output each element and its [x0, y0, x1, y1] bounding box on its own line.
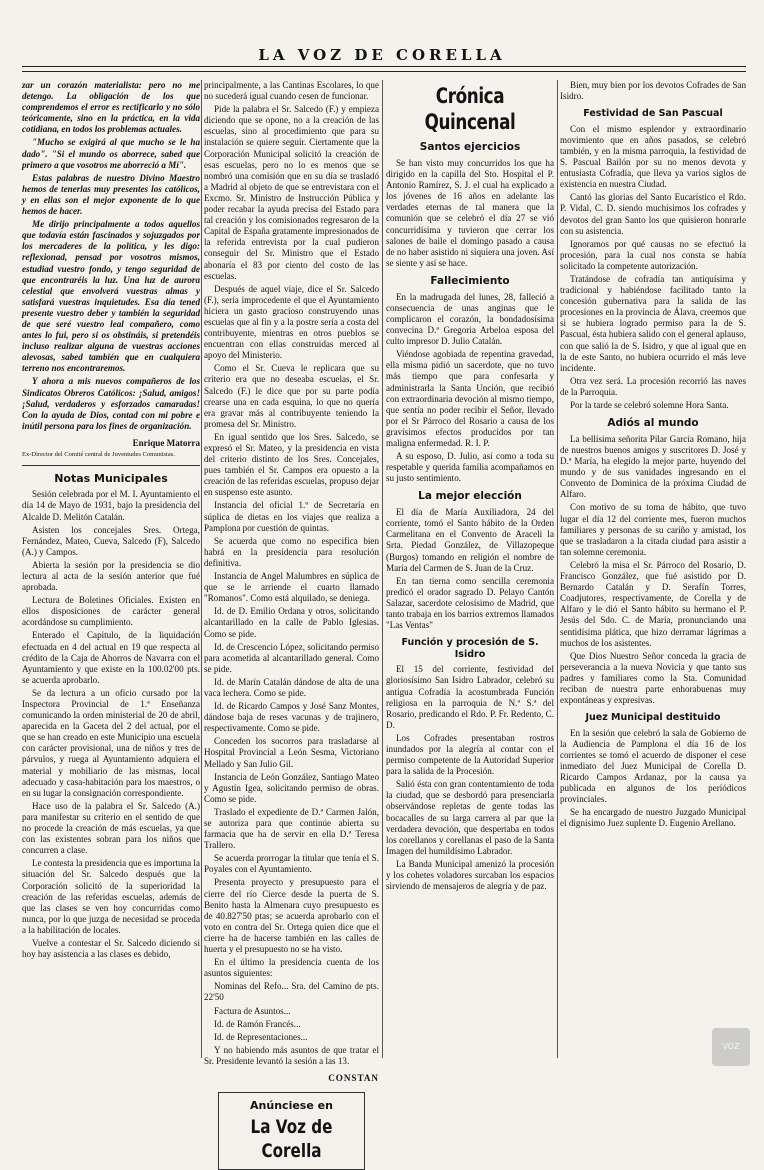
- article-paragraph: El 15 del corriente, festividad del gloriosísimo San Isidro Labrador, celebró su antigua Cofradía la acostumbrada Función religiosa en la parroquia de N.ª S.ª del Rosario, predicando el Rdo. P. Fr. Redento, C. D.: [386, 664, 554, 730]
- article-paragraph: Se acuerda prorrogar la titular que tenía el S. Poyales con el Ayuntamiento.: [204, 853, 379, 875]
- list-line: Factura de Asuntos...: [214, 1005, 291, 1016]
- article-paragraph: Como el Sr. Cueva le replicara que su criterio era que no deseaba escuelas, el Sr. Salcedo (F.) le dice que por su parte podía crearse una en cada esquina, lo que no quería era gravar más al contribuyente teniendo la promesa del Sr. Ministro.: [204, 363, 379, 429]
- article-paragraph: Se ha encargado de nuestro Juzgado Municipal el dignísimo Juez suplente D. Eugenio Arellano.: [560, 807, 746, 829]
- article-paragraph: Le contesta la presidencia que es importuna la situación del Sr. Salcedo después que la Corporación solicitó de la superioridad la creación de las referidas escuelas, además de que las clases se ven hoy concurridas como nunca, por lo que juzga de necesidad se proceda a la habilitación de locales.: [22, 858, 200, 935]
- article-paragraph: Presenta proyecto y presupuesto para el cierre del río Cierce desde la puerta de S. Benito hasta la Almenara cuyo presupuesto es de 40.827'50 ptas; se acuerda aprobarlo con el voto en contra del Sr. Ortega quien dice que el cierre ha de hacerse también en las calles de huerta y el presupuesto no se ha visto.: [204, 877, 379, 955]
- article-paragraph: A su esposo, D. Julio, así como a toda su respetable y querida familia acompañamos en su justo sentimiento.: [386, 451, 554, 484]
- article-paragraph: Después de aquel viaje, dice el Sr. Salcedo (F.), sería improcedente el que el Ayuntamiento hiciera un gasto gracioso construyendo unas escuelas que al fin y a la postre sería a costa del contribuyente, mientras en otros pueblos se encuentran con ellas construidas merced al apoyo del Ministerio.: [204, 283, 379, 361]
- article-paragraph: Y no habiendo más asuntos de que tratar el Sr. Presidente levantó la sesión a las 13.: [204, 1044, 379, 1066]
- section-divider: [22, 465, 200, 466]
- subheading: Función y procesión de S. Isidro: [401, 637, 539, 660]
- article-paragraph: Traslado el expediente de D.ª Carmen Jalón, se autoriza para que continúe abierta su farmacia que ha de servir en ella D.ª Teresa Trallero.: [204, 806, 379, 851]
- article-paragraph: Id. de Crescencio López, solicitando permiso para acometida al alcantarillado general. Como se pide.: [204, 641, 379, 674]
- article-paragraph: Vuelve a contestar el Sr. Salcedo diciendo si hoy hay asistencia a las clases es debido,: [22, 937, 200, 960]
- ad-line-1: Anúnciese en: [250, 1099, 333, 1113]
- article-paragraph: En igual sentido que los Sres. Salcedo, se expresó el Sr. Mateo, y la presidencia en vista del criterio distinto de los Sres. Concejales, pues también el Sr. Campos era opuesto a la creación de las referidas escuelas, propuso dejar en suspenso este asunto.: [204, 431, 379, 498]
- article-paragraph: En el último la presidencia cuenta de los asuntos siguientes:: [204, 957, 379, 979]
- list-line: Id. de Ramón Francés...: [214, 1018, 301, 1029]
- article-paragraph: "Mucho se exigirá al que mucho se le ha dado". "Si el mundo os aborrece, sabed que primero a que vosotros me aborreció a Mí".: [22, 137, 200, 170]
- article-paragraph: En la sesión que celebró la sala de Gobierno de la Audiencia de Pamplona el día 16 de los corrientes se tomó el acuerdo de disponer el cese inmediato del Juez Municipal de Corella D. Ricardo Campos Ardanaz, por la causa ya publicada en algunos de los periódicos provinciales.: [560, 727, 746, 805]
- article-paragraph: El día de María Auxiliadora, 24 del corriente, tomó el Santo hábito de la Orden Carmelitana en el Convento de Araceli la Srta. Piedad González, de Villazopeque (Burgos) tomando en religión el nombre de María del Carmen de S. Juan de la Cruz.: [386, 507, 554, 573]
- article-paragraph: Pide la palabra el Sr. Salcedo (F.) y empieza diciendo que se opone, no a la creación de las escuelas, sino al procedimiento que para su instalación se quiere seguir. Ciertamente que la Corporación Municipal solicitó la creación de esas escuelas, pero no lo es menos que se nombró una comisión que en su día se trasladó a Madrid al objeto de que se entrevistara con el Excmo. Sr. Ministro de Instrucción Pública y poder recabar la ayuda precisa del Estado para tal creación y los comisionados regresaron de la Capital de España gratamente impresionados de la referida entrevista por la cual pudieron conseguir del Sr. Ministro que el Estado abonaría el 83 por ciento del costo de las escuelas.: [204, 104, 379, 281]
- article-paragraph: Y ahora a mis nuevos compañeros de los Sindicatos Obreros Católicos: ¡Salud, amigos! ¡Salud, verdaderos y esforzados camaradas! Con la ayuda de Dios, contad con mi pobre e inútil persona para los fines de organización.: [22, 376, 200, 431]
- article-paragraph: Por la tarde se celebró solemne Hora Santa.: [570, 400, 729, 411]
- column-divider: [382, 80, 383, 1058]
- article-signature: Enrique Matorra: [132, 437, 200, 448]
- article-paragraph: Sesión celebrada por el M. I. Ayuntamiento el día 14 de Mayo de 1931, bajo la presidencia del Alcalde D. Melitón Catalán.: [22, 489, 200, 522]
- column-3: [386, 80, 554, 1062]
- column-divider: [201, 80, 202, 1058]
- article-paragraph: Id. de D. Emilio Ordana y otros, solicitando alcantarillado en la calle de Pablo Iglesias. Como se pide.: [204, 606, 379, 639]
- article-paragraph: Instancia del oficial 1.º de Secretaría en súplica de dietas en los viajes que realiza a Pamplona por cuestión de quintas.: [204, 500, 379, 533]
- article-paragraph: Celebró la misa el Sr. Párroco del Rosario, D. Francisco González, que fué asistido por D. Bernardo Catalán y D. Serafín Torres, Coadjutores, respectivamente, de Corella y de Alfaro y le dió el Santo hábito su hermano el P. Jesús del Sdo. C. de María, pronunciando una sentidísima plática, que hizo derramar lágrimas a muchos de los asistentes.: [560, 559, 746, 648]
- article-paragraph: Con motivo de su toma de hábito, que tuvo lugar el día 12 del corriente mes, fueron muchos familiares y personas de su cariño y amistad, los que se trasladaron a la citada ciudad para asistir a tan solemne ceremonia.: [560, 502, 746, 557]
- article-paragraph: Se da lectura a un oficio cursado por la Inspectora Provincial de 1.ª Enseñanza comunicando la orden ministerial de 20 de abril, aparecida en la Gaceta del 2 del actual, por el que se han creado en este Municipio una escuela con carácter provisional, una de niños y tres de párvulos, y ruega al Ayuntamiento adquiera el material y mobiliario de las mismas, local adecuado y casa-habitación para los maestros, o en su lugar la consignación correspondiente.: [22, 687, 200, 798]
- article-paragraph: Enterado el Capitulo, de la liquidación efectuada en 4 del actual en 19 que respecta al crédito de la Caja de Ahorros de Navarra con el Ayuntamiento y que existe en la 100.02'00 pts. se acuerda aprobarlo.: [22, 630, 200, 685]
- article-paragraph: La Banda Municipal amenizó la procesión y los cohetes voladores surcaban los espacios sirviendo de mensajeros de alegría y de paz.: [386, 858, 554, 892]
- header-rule-thin: [22, 71, 746, 72]
- list-line: Nominas del Refo... Sra. del Camino de pts. 22'50: [204, 981, 379, 1003]
- section-heading: Crónica Quincenal: [424, 84, 516, 134]
- article-paragraph: Cantó las glorias del Santo Eucarístico el Rdo. P. Vidal, C. D. siendo muchísimos los cofrades y devotos del gran Santo los que quisieron honrarle con su asistencia.: [560, 192, 746, 236]
- article-paragraph: zar un corazón materialista: pero no me detengo. La obligación de los que comprendemos el error es rectificarlo y no sólo teóricamente, sino en la práctica, en la vida cotidiana, en todos los problemas actuales.: [22, 80, 200, 135]
- article-paragraph: Otra vez será. La procesión recorrió las naves de la Parroquia.: [560, 375, 746, 397]
- subheading: Festividad de San Pascual: [583, 108, 723, 120]
- article-paragraph: Se acuerda que como no especifica bien habrá en la presidencia para resolución definitiva.: [204, 535, 379, 568]
- subheading: La mejor elección: [418, 490, 522, 503]
- article-paragraph: Con el mismo esplendor y extraordinario movimiento que en años pasados, se celebró también, y en la misma parroquia, la festividad de S. Pascual Bailón por su no menos devota y entusiasta Cofradía, que lleva ya varios siglos de existencia en nuestra Ciudad.: [560, 123, 746, 190]
- article-paragraph: Los Cofrades presentaban rostros inundados por la alegría al contar con el permiso competente de la Autoridad Superior para la salida de la Procesión.: [386, 732, 554, 777]
- header-rule: [22, 66, 746, 67]
- advertisement-box: [218, 1092, 365, 1170]
- section-title: Notas Municipales: [54, 471, 168, 485]
- article-paragraph: En tan tierna como sencilla ceremonia predicó el orador sagrado D. Pelayo Cantón Salazar, sacerdote celosísimo de Madrid, que tanto trabaja en los barrios extremos llamados "Las Ventas": [386, 575, 554, 631]
- article-paragraph: Asisten los concejales Sres. Ortega, Fernández, Mateo, Cueva, Salcedo (F), Salcedo (A.) y Campos.: [22, 524, 200, 557]
- article-paragraph: La bellísima señorita Pilar García Romano, hija de nuestros buenos amigos y suscritores D. José y D.ª María, ha elegido la mejor parte, huyendo del mundo y de sus vanidades ingresando en el Convento de Dominica de la próxima Ciudad de Alfaro.: [560, 433, 746, 500]
- article-paragraph: Viéndose agobiada de repentina gravedad, ella misma pidió un sacerdote, que no tuvo más tiempo que para confesarla y administrarla la Santa Unción, que recibió con extraordinaria devoción al mismo tiempo, que sentía no poder recibir el Señor, llevado por el Sr Párroco del Rosario a causa de los gravísimos efectos producidos por tan maligna enfermedad. R. I. P.: [386, 349, 554, 448]
- column-2: [204, 80, 379, 1162]
- column-divider: [557, 80, 558, 1058]
- article-paragraph: Id. de Ricardo Campos y José Sanz Montes, dándose baja de reses vacunas y de trajinero, respectivamente. Como se pide.: [204, 701, 379, 734]
- article-paragraph: Lectura de Boletines Oficiales. Existen en ellos disposiciones de carácter general acordándose su cumplimiento.: [22, 595, 200, 628]
- article-paragraph: Que Dios Nuestro Señor conceda la gracia de perseverancia a la nueva Novicia y que tanto sus padres y familiares como la Sta. Comunidad reciban de nuestra parte enhorabuenas muy expontáneas y expresivas.: [560, 650, 746, 706]
- article-paragraph: Instancia de Angel Malumbres en súplica de que se le arriende el cuarto llamado "Romanos". Como está alquilado, se deniega.: [204, 571, 379, 604]
- article-paragraph: Id. de Marín Catalán dándose de alta de una vaca lechera. Como se pide.: [204, 676, 379, 698]
- article-paragraph: Me dirijo principalmente a todos aquellos que todavía están fascinados y sojuzgados por los mercaderes de la política, y les digo: reflexionad, pensad por vosotros mismos, estudiad vuestro fondo, y tengo seguridad de que encontraréis la luz. Una luz de aurora celestial que envolverá vuestras almas y satisfará vuestras inquietudes. Esa día tened presente vuestro deber y también la seguridad de que seré vuestro leal compañero, como antes lo fui, pero si os obstináis, si pretendéis incluso realizar alguna de vuestras acciones alevosas, sabed también que en cualquiera terreno nos encontraremos.: [22, 219, 200, 374]
- column-1: [22, 80, 200, 1062]
- article-paragraph: Hace uso de la palabra el Sr. Salcedo (A.) para manifestar su criterio en el sentido de que no procede la creación de más escuelas, ya que con las existentes sobran para los niños que concurren a clase.: [22, 800, 200, 856]
- subheading: Adiós al mundo: [607, 417, 699, 430]
- article-paragraph: Tratándose de cofradía tan antiquísima y tradicional y habiéndose facilitado tanto la concesión gubernativa para la salida de las procesiones en la provincia de Álava, creemos que si se hubiera logrado permiso para la de S. Pascual, ésta hubiera salido con el general aplauso, con que salió la de S. Isidro, y que al igual que en la de este Santo, no hubiera ocurrido el más leve incidente.: [560, 273, 746, 373]
- article-paragraph: principalmente, a las Cantinas Escolares, lo que no sucederá igual cuando cesen de funcionar.: [204, 80, 379, 102]
- page-header-title: LA VOZ DE CORELLA: [258, 46, 506, 64]
- article-paragraph: Instancia de León González, Santiago Mateo y Agustín Igea, solicitando permiso de obras. Como se pide.: [204, 771, 379, 804]
- library-stamp-icon: VOZ: [712, 1028, 750, 1066]
- article-paragraph: Abierta la sesión por la presidencia se dio lectura al acta de la sesión anterior que fué aprobada.: [22, 559, 200, 593]
- article-paragraph: En la madrugada del lunes, 28, falleció a consecuencia de unas anginas que le complicaron el corazón, la bondadosísima convecina D.ª Gregoria Arbeloa esposa del culto impresor D. Julio Catalán.: [386, 291, 554, 347]
- article-paragraph: Salió ésta con gran contentamiento de toda la ciudad, que se desbordó para presenciarla observándose repletas de gente todas las bocacalles de su larga carrera al par que la verdadera devoción, que despertaba en todos los corellanos y corellanas el paso de la Santa Imagen del humildísimo Labrador.: [386, 779, 554, 856]
- subheading: Fallecimiento: [430, 274, 510, 287]
- ad-line-2: La Voz de Corella: [250, 1116, 333, 1162]
- list-line: Id. de Representaciones...: [214, 1031, 308, 1042]
- column-4: [560, 80, 746, 1062]
- article-paragraph: Se han visto muy concurridos los que ha dirigido en la capilla del Sto. Hospital el P. Antonio Ramírez, S. J. el cual ha explicado a los jóvenes de 16 años en adelante las verdades eternas de tal manera que la comunión que se celebró el día 27 se vió concurridísima y tuvieron que cerrar los salones de baile el domingo pasado a causa de no haber asistido ni siquiera una joven. Así se siente y así se hace.: [386, 158, 554, 268]
- article-paragraph: Bien, muy bien por los devotos Cofrades de San Isidro.: [560, 80, 746, 102]
- subheading: Santos ejercicios: [419, 141, 521, 154]
- constan-label: CONSTAN: [328, 1072, 379, 1083]
- article-paragraph: Conceden los socorros para trasladarse al Hospital Provincial a León Sesma, Victoriano Mellado y San Julio Gil.: [204, 736, 379, 769]
- subheading: Juez Municipal destituido: [585, 712, 721, 724]
- article-paragraph: Ignoramos por qué causas no se efectuó la procesión, para la cual nos consta se había solicitado la competente autorización.: [560, 238, 746, 271]
- signature-note: Ex-Director del Comité central de Juventudes Comunistas.: [22, 451, 175, 458]
- article-paragraph: Estas palabras de nuestro Divino Maestro hemos de tenerlas muy presentes los católicos, y en ellas son el mejor exponente de lo que hemos de hacer.: [22, 172, 200, 217]
